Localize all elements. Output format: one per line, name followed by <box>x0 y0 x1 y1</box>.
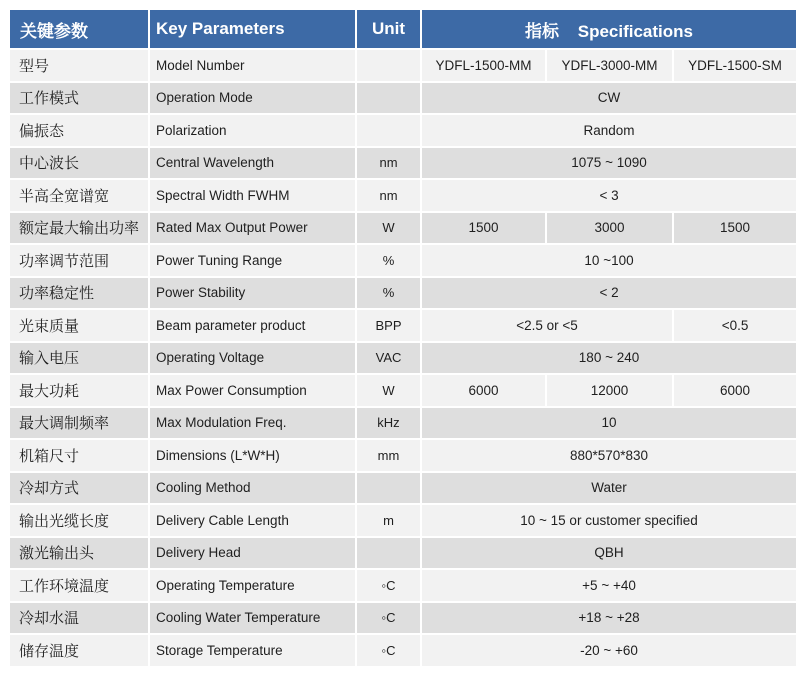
param-name-en: Spectral Width FWHM <box>150 178 357 211</box>
param-name-en: Operation Mode <box>150 81 357 114</box>
param-unit: nm <box>357 178 422 211</box>
param-name-cn: 最大功耗 <box>10 373 150 406</box>
spec-value: 180 ~ 240 <box>422 341 796 374</box>
table-row <box>10 503 796 536</box>
param-name-cn: 功率稳定性 <box>10 276 150 309</box>
spec-value: Water <box>422 471 796 504</box>
spec-value: YDFL-3000-MM <box>547 48 674 81</box>
param-name-cn: 中心波长 <box>10 146 150 179</box>
param-unit <box>357 48 422 81</box>
param-unit: BPP <box>357 308 422 341</box>
spec-value: 1500 <box>422 211 547 244</box>
param-name-cn: 输入电压 <box>10 341 150 374</box>
spec-value: 12000 <box>547 373 674 406</box>
param-name-cn: 功率调节范围 <box>10 243 150 276</box>
param-unit: W <box>357 211 422 244</box>
param-name-en: Model Number <box>150 48 357 81</box>
table-row <box>10 601 796 634</box>
param-unit: % <box>357 276 422 309</box>
param-unit: VAC <box>357 341 422 374</box>
param-unit <box>357 113 422 146</box>
param-name-cn: 半高全宽谱宽 <box>10 178 150 211</box>
param-unit <box>357 471 422 504</box>
spec-value: YDFL-1500-SM <box>674 48 796 81</box>
spec-body <box>10 48 796 666</box>
param-name-cn: 机箱尺寸 <box>10 438 150 471</box>
header-key-parameters-en: Key Parameters <box>150 10 357 48</box>
param-name-cn: 工作模式 <box>10 81 150 114</box>
table-row <box>10 276 796 309</box>
param-name-en: Dimensions (L*W*H) <box>150 438 357 471</box>
param-name-en: Cooling Method <box>150 471 357 504</box>
param-name-en: Central Wavelength <box>150 146 357 179</box>
param-name-cn: 光束质量 <box>10 308 150 341</box>
param-name-en: Operating Temperature <box>150 568 357 601</box>
param-name-en: Max Modulation Freq. <box>150 406 357 439</box>
table-row <box>10 471 796 504</box>
param-name-en: Polarization <box>150 113 357 146</box>
param-name-en: Delivery Head <box>150 536 357 569</box>
spec-value: 10 ~100 <box>422 243 796 276</box>
param-name-cn: 最大调制频率 <box>10 406 150 439</box>
table-row <box>10 406 796 439</box>
table-row <box>10 211 796 244</box>
spec-value: 3000 <box>547 211 674 244</box>
param-name-en: Rated Max Output Power <box>150 211 357 244</box>
spec-value: 10 <box>422 406 796 439</box>
param-name-cn: 激光输出头 <box>10 536 150 569</box>
param-unit: ◦C <box>357 601 422 634</box>
table-row <box>10 308 796 341</box>
spec-value: 1075 ~ 1090 <box>422 146 796 179</box>
table-row <box>10 341 796 374</box>
param-unit: W <box>357 373 422 406</box>
param-unit: ◦C <box>357 568 422 601</box>
spec-table <box>10 10 796 666</box>
spec-value: -20 ~ +60 <box>422 633 796 666</box>
spec-value: QBH <box>422 536 796 569</box>
header-unit: Unit <box>357 10 422 48</box>
header-key-parameters-cn: 关键参数 <box>10 10 150 48</box>
param-name-en: Power Tuning Range <box>150 243 357 276</box>
spec-value: YDFL-1500-MM <box>422 48 547 81</box>
param-name-en: Operating Voltage <box>150 341 357 374</box>
spec-value: 6000 <box>422 373 547 406</box>
spec-value: 10 ~ 15 or customer specified <box>422 503 796 536</box>
param-name-en: Max Power Consumption <box>150 373 357 406</box>
table-row <box>10 48 796 81</box>
param-unit <box>357 81 422 114</box>
spec-value: +18 ~ +28 <box>422 601 796 634</box>
table-row <box>10 146 796 179</box>
spec-value: CW <box>422 81 796 114</box>
param-name-cn: 输出光缆长度 <box>10 503 150 536</box>
table-row <box>10 113 796 146</box>
param-unit: mm <box>357 438 422 471</box>
param-name-cn: 储存温度 <box>10 633 150 666</box>
param-unit <box>357 536 422 569</box>
param-name-en: Delivery Cable Length <box>150 503 357 536</box>
spec-value: 1500 <box>674 211 796 244</box>
spec-value: < 3 <box>422 178 796 211</box>
param-unit: m <box>357 503 422 536</box>
param-name-cn: 型号 <box>10 48 150 81</box>
param-name-cn: 额定最大输出功率 <box>10 211 150 244</box>
param-name-en: Cooling Water Temperature <box>150 601 357 634</box>
table-row <box>10 243 796 276</box>
table-row <box>10 438 796 471</box>
spec-value: <2.5 or <5 <box>422 308 674 341</box>
param-name-en: Power Stability <box>150 276 357 309</box>
param-name-en: Beam parameter product <box>150 308 357 341</box>
param-name-en: Storage Temperature <box>150 633 357 666</box>
param-unit: ◦C <box>357 633 422 666</box>
spec-value: 880*570*830 <box>422 438 796 471</box>
spec-value: Random <box>422 113 796 146</box>
table-row <box>10 81 796 114</box>
table-row <box>10 633 796 666</box>
spec-value: 6000 <box>674 373 796 406</box>
param-name-cn: 偏振态 <box>10 113 150 146</box>
table-row <box>10 373 796 406</box>
spec-value: +5 ~ +40 <box>422 568 796 601</box>
param-unit: nm <box>357 146 422 179</box>
param-unit: kHz <box>357 406 422 439</box>
param-name-cn: 工作环境温度 <box>10 568 150 601</box>
param-name-cn: 冷却水温 <box>10 601 150 634</box>
spec-value: < 2 <box>422 276 796 309</box>
param-name-cn: 冷却方式 <box>10 471 150 504</box>
param-unit: % <box>357 243 422 276</box>
table-row <box>10 178 796 211</box>
header-specifications: 指标 Specifications <box>422 10 796 48</box>
spec-value: <0.5 <box>674 308 796 341</box>
header-row <box>10 10 796 48</box>
table-row <box>10 536 796 569</box>
table-row <box>10 568 796 601</box>
